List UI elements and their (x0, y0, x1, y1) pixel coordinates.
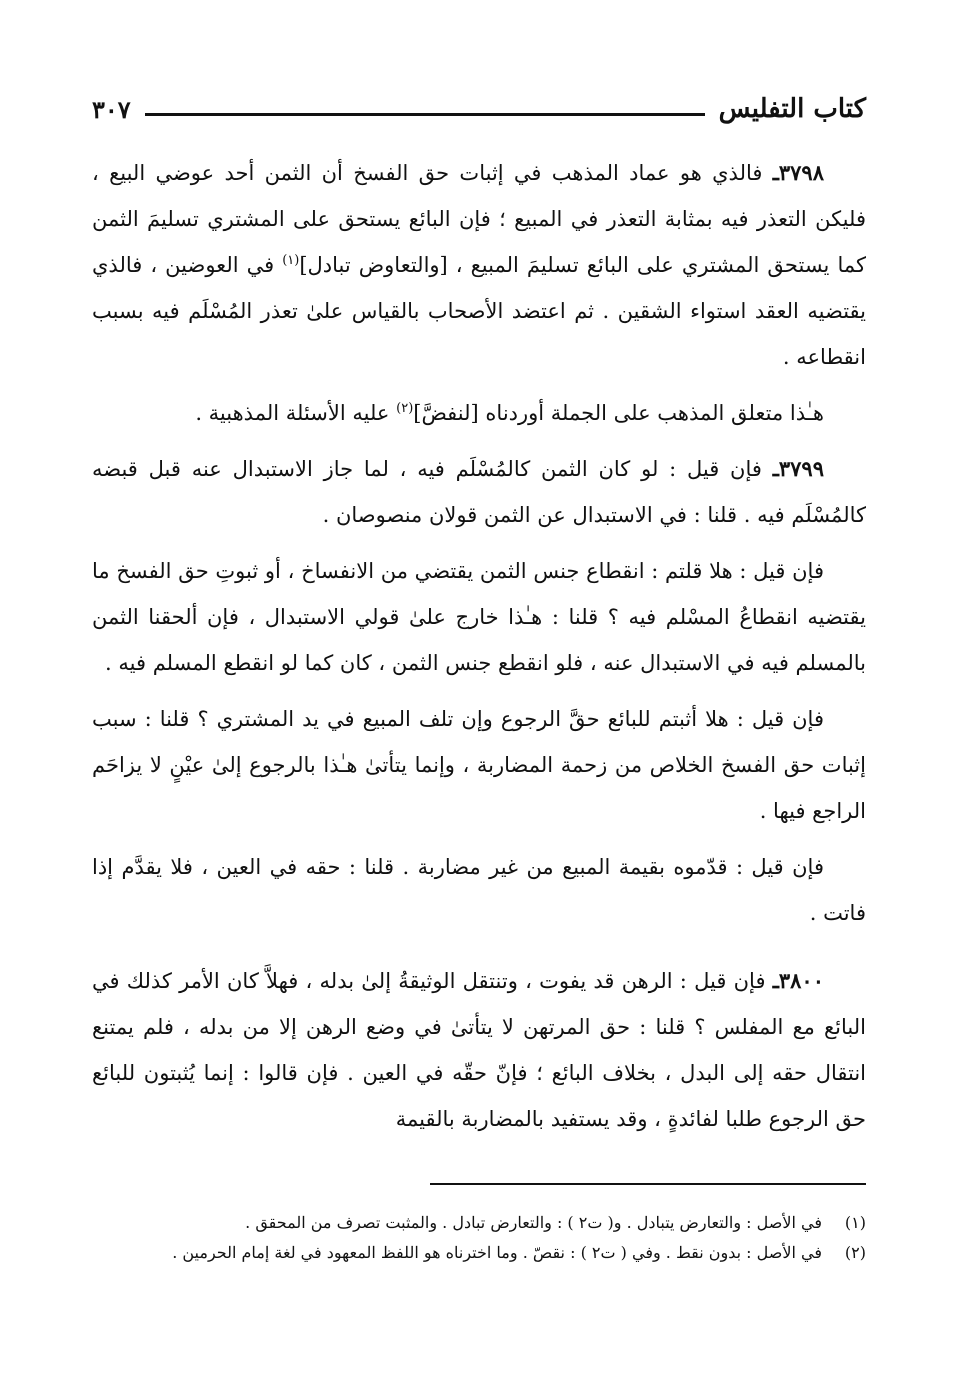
paragraph-number: ٣٨٠٠ـ (772, 968, 824, 993)
book-title: كتاب التفليس (718, 94, 866, 124)
paragraph-objection-1 (92, 548, 866, 686)
paragraph-objection-3 (92, 844, 866, 936)
paragraph-3800 (92, 958, 866, 1142)
page-number: ٣٠٧ (92, 95, 131, 124)
main-text (92, 150, 866, 1152)
footnote-ref: (٢) (396, 401, 414, 416)
footnote-marker: (١) (844, 1213, 866, 1232)
footnote-marker: (٢) (844, 1243, 866, 1262)
footnote-text: في الأصل : والتعارض يتبادل . و( ت٢ ) : والتعارض تبادل . والمثبت تصرف من المحقق . (245, 1213, 822, 1232)
paragraph-3799 (92, 446, 866, 538)
paragraph-summary (92, 390, 866, 436)
footnote-1 (92, 1208, 866, 1238)
paragraph-number: ٣٧٩٩ـ (772, 456, 824, 481)
header-rule (145, 113, 705, 116)
footnote-text: في الأصل : بدون نقط . وفي ( ت٢ ) : نقصّ . وما اخترناه هو اللفظ المعهود في لغة إمام الحرمين . (172, 1243, 822, 1262)
paragraph-text: فإن قيل : هلا قلتم : انقطاع جنس الثمن يقتضي من الانفساخ ، أو ثبوتِ حق الفسخ ما يقتضيه انقطاعُ المسْلم فيه ؟ قلنا : هـٰذا خارج علىٰ قولي الاستبدال ، فإن ألحقنا الثمن بالمسلم فيه في الاستبدال عنه ، فلو انقطع جنس الثمن ، كان كما لو انقطع المسلم فيه . (92, 559, 866, 675)
paragraph-text: هـٰذا متعلق المذهب على الجملة أوردناه [لنفضَّ] (413, 401, 824, 425)
paragraph-text: في العوضين ، فالذي يقتضيه العقد استواء الشقين . ثم اعتضد الأصحاب بالقياس علىٰ تعذر المُسْلَم فيه بسبب انقطاعه . (92, 253, 866, 369)
paragraph-number: ٣٧٩٨ـ (772, 160, 824, 185)
paragraph-text: عليه الأسئلة المذهبية . (195, 401, 397, 425)
page-header (92, 78, 866, 122)
footnote-divider (430, 1183, 866, 1185)
paragraph-text: فإن قيل : قدّموه بقيمة المبيع من غير مضاربة . قلنا : حقه في العين ، فلا يقدَّم إذا فاتت . (92, 855, 866, 925)
paragraph-3798 (92, 150, 866, 380)
footnote-2 (92, 1238, 866, 1268)
footnote-ref: (١) (282, 253, 300, 268)
paragraph-text: فإن قيل : لو كان الثمن كالمُسْلَم فيه ، لما جاز الاستبدال عنه قبل قبضه كالمُسْلَم فيه . قلنا : في الاستبدال عن الثمن قولان منصوصان . (92, 457, 866, 527)
paragraph-text: فالذي هو عماد المذهب في إثبات حق الفسخ أن الثمن أحد عوضي البيع ، فليكن التعذر فيه بمثابة التعذر في المبيع ؛ فإن البائع يستحق على المشتري تسليمَ الثمن كما يستحق المشتري على البائع تسليمَ المبيع ، [والتعاوض تبادل] (92, 161, 866, 277)
paragraph-objection-2 (92, 696, 866, 834)
paragraph-text: فإن قيل : الرهن قد يفوت ، وتنتقل الوثيقةُ إلىٰ بدله ، فهلاَّ كان الأمر كذلك في البائع مع المفلس ؟ قلنا : حق المرتهن لا يتأتىٰ في وضع الرهن إلا من بدله ، فلم يمتنع انتقال حقه إلى البدل ، بخلاف البائع ؛ فإنّ حقّه في العين . فإن قالوا : إنما يُثبتون للبائع حق الرجوع طلبا لفائدةٍ ، وقد يستفيد بالمضاربة بالقيمة (92, 969, 866, 1131)
paragraph-text: فإن قيل : هلا أثبتم للبائع حقَّ الرجوع وإن تلف المبيع في يد المشتري ؟ قلنا : سبب إثبات حق الفسخ الخلاص من زحمة المضاربة ، وإنما يتأتىٰ هـٰذا بالرجوع إلىٰ عيْنٍ لا يزاحَم الراجع فيها . (92, 707, 866, 823)
footnotes (92, 1208, 866, 1268)
